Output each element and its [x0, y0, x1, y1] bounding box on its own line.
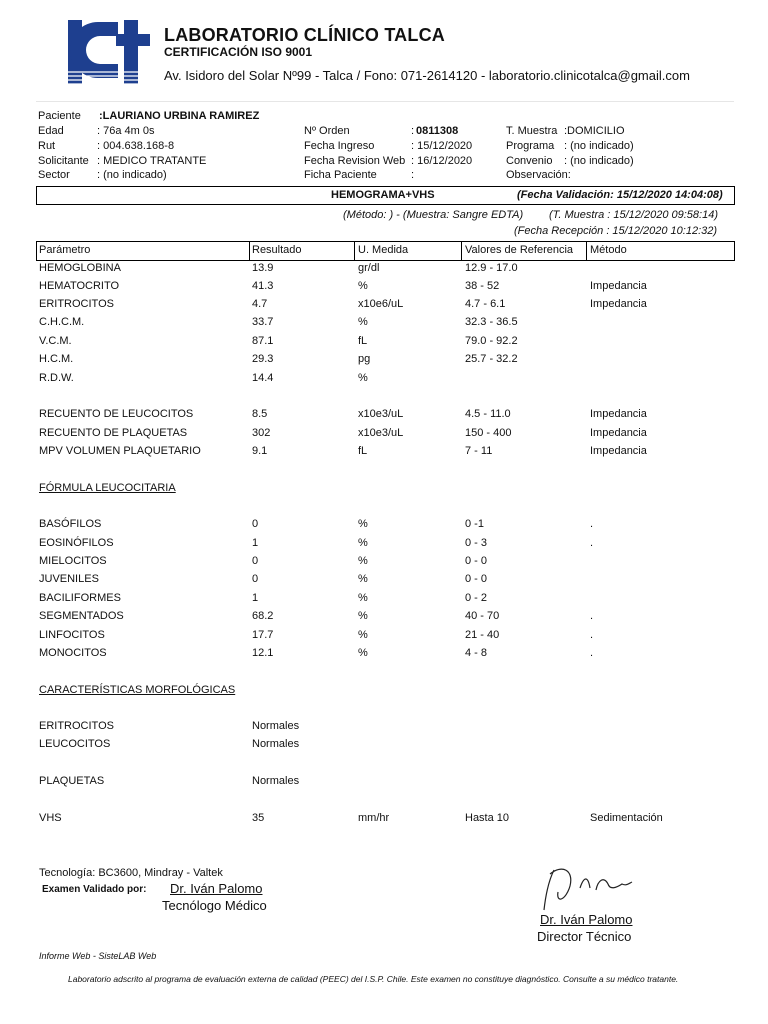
reference-cell: 12.9 - 17.0	[465, 262, 518, 274]
unit-cell: fL	[358, 335, 368, 347]
ingreso-label: Fecha Ingreso	[304, 140, 375, 152]
sample-time: (T. Muestra : 15/12/2020 09:58:14)	[549, 209, 718, 221]
disclaimer: Laboratorio adscrito al programa de evaluación externa de calidad (PEEC) del I.S.P. Chile. Este examen no constituye diagnóstico. Consulte a su médico tratante.	[68, 974, 679, 984]
exam-title: HEMOGRAMA+VHS	[331, 189, 435, 201]
col-metodo: Método	[590, 244, 627, 256]
param-cell: BACILIFORMES	[39, 592, 121, 604]
unit-cell: %	[358, 610, 368, 622]
param-cell: HEMATOCRITO	[39, 280, 120, 292]
lab-name: LABORATORIO CLÍNICO TALCA	[164, 25, 445, 45]
unit-cell: %	[358, 555, 368, 567]
unit-cell: mm/hr	[358, 812, 390, 824]
result-cell: 0	[252, 555, 259, 567]
param-cell: RECUENTO DE LEUCOCITOS	[39, 408, 194, 420]
param-cell: EOSINÓFILOS	[39, 537, 114, 549]
programa-label: Programa	[506, 140, 555, 152]
reference-cell: 4.5 - 11.0	[465, 408, 511, 420]
reference-cell: 40 - 70	[465, 610, 500, 622]
ficha-label: Ficha Paciente	[304, 169, 377, 181]
reference-cell: 25.7 - 32.2	[465, 353, 518, 365]
validation-date: (Fecha Validación: 15/12/2020 14:04:08)	[517, 189, 723, 201]
param-cell: LEUCOCITOS	[39, 738, 111, 750]
result-cell: 9.1	[252, 445, 268, 457]
method-cell: Impedancia	[590, 280, 647, 292]
director-title: Director Técnico	[537, 929, 632, 944]
method-cell: .	[590, 537, 594, 549]
result-cell: 302	[252, 427, 271, 439]
col-divider	[586, 241, 587, 260]
result-cell: 35	[252, 812, 265, 824]
solicitante-label: Solicitante	[38, 155, 89, 167]
reference-cell: 32.3 - 36.5	[465, 316, 518, 328]
col-referencia: Valores de Referencia	[465, 244, 574, 256]
result-cell: 87.1	[252, 335, 274, 347]
informe-web: Informe Web - SisteLAB Web	[39, 951, 157, 961]
col-divider	[249, 241, 250, 260]
revision-value: : 16/12/2020	[411, 155, 473, 167]
method-cell: .	[590, 610, 594, 622]
observacion-label: Observación:	[506, 169, 571, 181]
director-name: Dr. Iván Palomo	[540, 912, 633, 927]
param-cell: MPV VOLUMEN PLAQUETARIO	[39, 445, 201, 457]
rut-label: Rut	[38, 140, 56, 152]
result-cell: 4.7	[252, 298, 268, 310]
result-cell: 68.2	[252, 610, 274, 622]
param-cell: MIELOCITOS	[39, 555, 107, 567]
reference-cell: 4 - 8	[465, 647, 488, 659]
unit-cell: x10e6/uL	[358, 298, 404, 310]
result-cell: Normales	[252, 775, 300, 787]
muestra-value: :DOMICILIO	[564, 125, 625, 137]
param-cell: PLAQUETAS	[39, 775, 105, 787]
paciente-value: :LAURIANO URBINA RAMIREZ	[99, 110, 260, 122]
result-cell: 0	[252, 573, 259, 585]
edad-label: Edad	[38, 125, 64, 137]
address: Av. Isidoro del Solar Nº99 - Talca / Fono: 071-2614120 - laboratorio.clinicotalca@gmail.com	[164, 68, 690, 83]
unit-cell: gr/dl	[358, 262, 380, 274]
result-cell: Normales	[252, 738, 300, 750]
param-cell: RECUENTO DE PLAQUETAS	[39, 427, 188, 439]
method-cell: .	[590, 518, 594, 530]
muestra-label: T. Muestra	[506, 125, 558, 137]
result-cell: 12.1	[252, 647, 274, 659]
tecnologia: Tecnología: BC3600, Mindray - Valtek	[39, 867, 223, 879]
unit-cell: x10e3/uL	[358, 408, 404, 420]
param-cell: SEGMENTADOS	[39, 610, 124, 622]
param-cell: MONOCITOS	[39, 647, 107, 659]
reception-date: (Fecha Recepción : 15/12/2020 10:12:32)	[514, 225, 718, 237]
param-cell: ERITROCITOS	[39, 720, 114, 732]
result-cell: 33.7	[252, 316, 274, 328]
method-cell: Impedancia	[590, 298, 647, 310]
reference-cell: 0 - 0	[465, 573, 488, 585]
param-cell: LINFOCITOS	[39, 629, 105, 641]
unit-cell: fL	[358, 445, 368, 457]
param-cell: R.D.W.	[39, 372, 74, 384]
result-cell: 14.4	[252, 372, 274, 384]
unit-cell: %	[358, 647, 368, 659]
col-resultado: Resultado	[252, 244, 302, 256]
result-cell: Normales	[252, 720, 300, 732]
result-cell: 29.3	[252, 353, 274, 365]
param-cell: V.C.M.	[39, 335, 72, 347]
header-divider	[36, 101, 734, 102]
morfologicas-heading: CARACTERÍSTICAS MORFOLÓGICAS	[39, 684, 236, 696]
ingreso-value: : 15/12/2020	[411, 140, 473, 152]
unit-cell: %	[358, 280, 368, 292]
unit-cell: %	[358, 518, 368, 530]
reference-cell: 79.0 - 92.2	[465, 335, 518, 347]
validator-name: Dr. Iván Palomo	[170, 881, 263, 896]
param-cell: JUVENILES	[39, 573, 99, 585]
col-divider	[354, 241, 355, 260]
col-parametro: Parámetro	[39, 244, 91, 256]
param-cell: HEMOGLOBINA	[39, 262, 121, 274]
method-cell: Impedancia	[590, 408, 647, 420]
orden-value: 0811308	[416, 125, 459, 137]
reference-cell: 0 - 3	[465, 537, 488, 549]
sector-value: : (no indicado)	[97, 169, 167, 181]
validator-title: Tecnólogo Médico	[162, 898, 267, 913]
paciente-label: Paciente	[38, 110, 81, 122]
unit-cell: %	[358, 629, 368, 641]
convenio-label: Convenio	[506, 155, 553, 167]
reference-cell: 38 - 52	[465, 280, 500, 292]
method-cell: .	[590, 629, 594, 641]
param-cell: H.C.M.	[39, 353, 74, 365]
param-cell: BASÓFILOS	[39, 518, 102, 530]
param-cell: ERITROCITOS	[39, 298, 114, 310]
param-cell: C.H.C.M.	[39, 316, 85, 328]
reference-cell: 0 -1	[465, 518, 484, 530]
ficha-value: :	[411, 169, 415, 181]
lct-logo	[62, 12, 154, 92]
reference-cell: 0 - 0	[465, 555, 488, 567]
result-cell: 1	[252, 537, 259, 549]
reference-cell: 7 - 11	[465, 445, 493, 457]
unit-cell: %	[358, 316, 368, 328]
result-cell: 8.5	[252, 408, 268, 420]
method-cell: .	[590, 647, 594, 659]
reference-cell: 4.7 - 6.1	[465, 298, 506, 310]
sector-label: Sector	[38, 169, 70, 181]
solicitante-value: : MEDICO TRATANTE	[97, 155, 207, 167]
col-divider	[461, 241, 462, 260]
method-cell: Impedancia	[590, 445, 647, 457]
method-sample: (Método: ) - (Muestra: Sangre EDTA)	[343, 209, 524, 221]
result-cell: 17.7	[252, 629, 274, 641]
result-cell: 13.9	[252, 262, 274, 274]
orden-label: Nº Orden	[304, 125, 350, 137]
reference-cell: Hasta 10	[465, 812, 510, 824]
result-cell: 0	[252, 518, 259, 530]
signature	[536, 862, 636, 912]
col-unidad: U. Medida	[358, 244, 409, 256]
convenio-value: : (no indicado)	[564, 155, 634, 167]
edad-value: : 76a 4m 0s	[97, 125, 155, 137]
reference-cell: 21 - 40	[465, 629, 500, 641]
result-cell: 41.3	[252, 280, 274, 292]
rut-value: : 004.638.168-8	[97, 140, 175, 152]
reference-cell: 0 - 2	[465, 592, 488, 604]
validado-label: Examen Validado por:	[42, 884, 147, 895]
programa-value: : (no indicado)	[564, 140, 634, 152]
unit-cell: %	[358, 592, 368, 604]
param-cell: VHS	[39, 812, 62, 824]
unit-cell: %	[358, 537, 368, 549]
unit-cell: pg	[358, 353, 371, 365]
unit-cell: %	[358, 372, 368, 384]
method-cell: Impedancia	[590, 427, 647, 439]
revision-label: Fecha Revision Web	[304, 155, 406, 167]
reference-cell: 150 - 400	[465, 427, 512, 439]
method-cell: Sedimentación	[590, 812, 663, 824]
unit-cell: %	[358, 573, 368, 585]
certification: CERTIFICACIÓN ISO 9001	[164, 45, 313, 59]
orden-colon: :	[411, 125, 415, 137]
result-cell: 1	[252, 592, 259, 604]
formula-heading: FÓRMULA LEUCOCITARIA	[39, 482, 176, 494]
unit-cell: x10e3/uL	[358, 427, 404, 439]
